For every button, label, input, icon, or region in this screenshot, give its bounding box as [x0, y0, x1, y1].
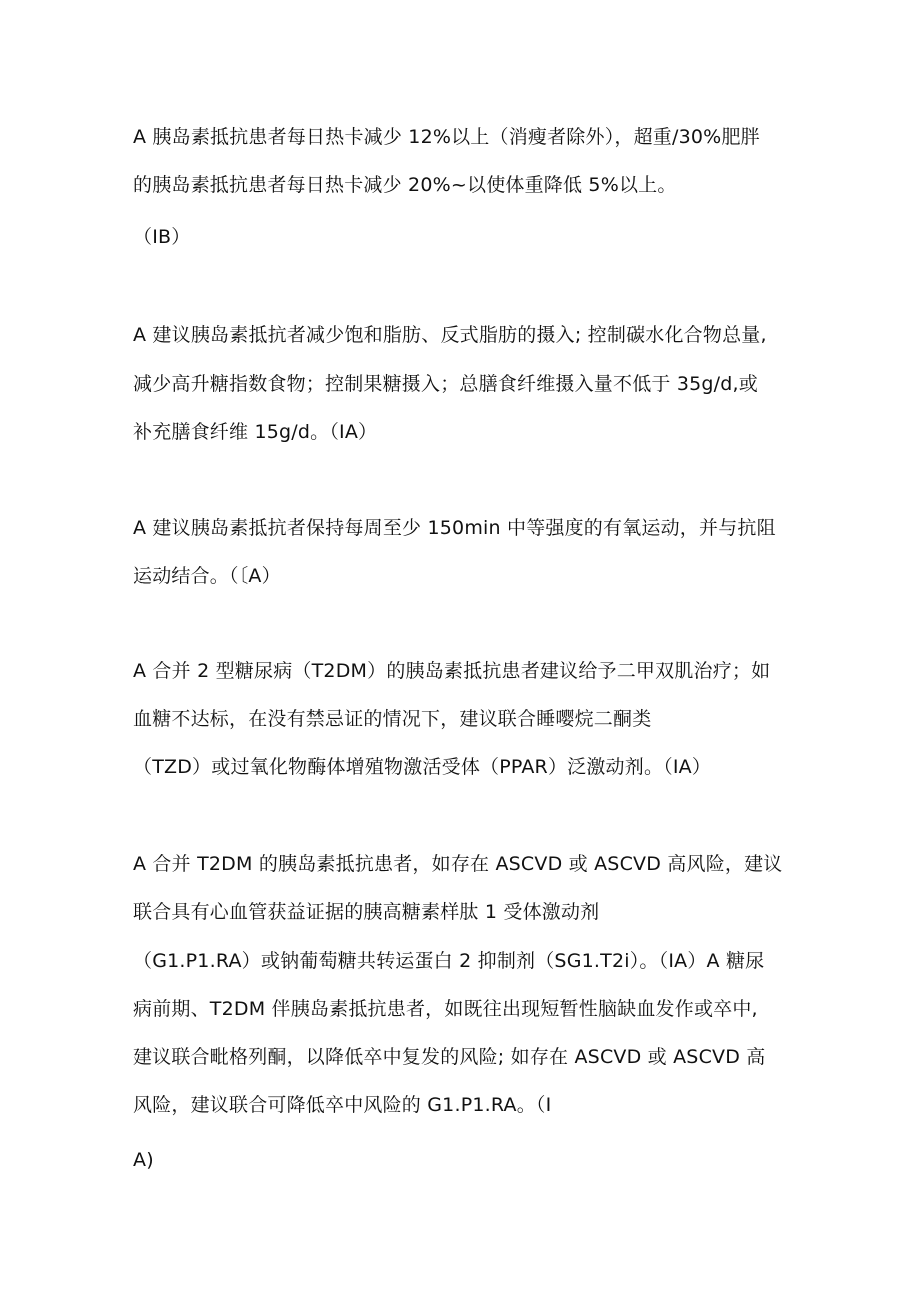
text-line: 运动结合。（〔A） [133, 565, 281, 587]
text-line: A) [133, 1149, 154, 1171]
text-line: 风险，建议联合可降低卒中风险的 G1.P1.RA。（I [133, 1094, 552, 1116]
text-line: （IB） [133, 226, 191, 248]
text-line: A 建议胰岛素抵抗者减少饱和脂肪、反式脂肪的摄入; 控制碳水化合物总量, [133, 324, 767, 346]
text-line: 建议联合毗格列酮，以降低卒中复发的风险; 如存在 ASCVD 或 ASCVD 高 [133, 1046, 766, 1068]
text-line: A 合并 2 型糖尿病（T2DM）的胰岛素抵抗患者建议给予二甲双肌治疗；如 [133, 660, 771, 682]
text-line: 补充膳食纤维 15g/d。（IA） [133, 421, 378, 443]
text-line: 的胰岛素抵抗患者每日热卡减少 20%~以使体重降低 5%以上。 [133, 174, 677, 196]
text-line: （TZD）或过氧化物酶体增殖物激活受体（PPAR）泛激动剂。（IA） [133, 756, 712, 778]
text-line: A 合并 T2DM 的胰岛素抵抗患者，如存在 ASCVD 或 ASCVD 高风险，建议 [133, 853, 783, 875]
text-line: 减少高升糖指数食物；控制果糖摄入；总膳食纤维摄入量不低于 35g/d,或 [133, 373, 758, 395]
text-line: 病前期、T2DM 伴胰岛素抵抗患者，如既往出现短暂性脑缺血发作或卒中, [133, 998, 758, 1020]
text-line: （G1.P1.RA）或钠葡萄糖共转运蛋白 2 抑制剂（SG1.T2i）。（IA）A 糖尿 [133, 950, 765, 972]
text-line: A 建议胰岛素抵抗者保持每周至少 150min 中等强度的有氧运动，并与抗阻 [133, 517, 776, 539]
text-line: 血糖不达标，在没有禁忌证的情况下，建议联合睡嘤烷二酮类 [133, 708, 652, 730]
text-line: A 胰岛素抵抗患者每日热卡减少 12%以上（消瘦者除外），超重/30%肥胖 [133, 126, 760, 148]
text-line: 联合具有心血管获益证据的胰高糖素样肽 1 受体激动剂 [133, 901, 600, 923]
